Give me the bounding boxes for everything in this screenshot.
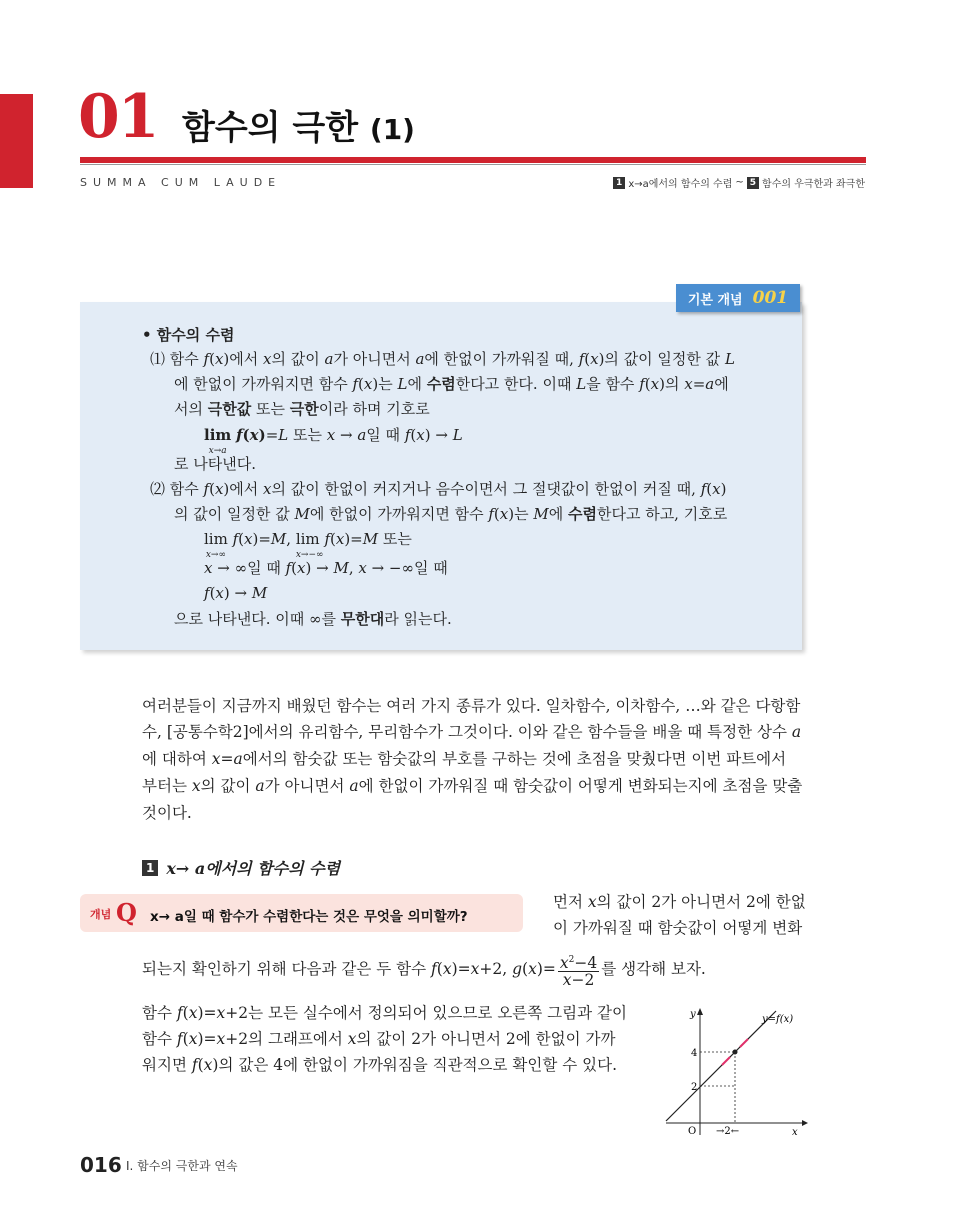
y-tick-4: 4: [691, 1048, 698, 1059]
concept-line: 에 한없이 가까워지면 함수 f(x)는 L에 수렴한다고 한다. 이때 L을 함수 f(x)의 x=a에: [174, 375, 729, 393]
section-heading: [142, 856, 340, 879]
concept-tag-label: 기본 개념: [687, 292, 743, 308]
concept-heading: • 함수의 수렴: [142, 326, 235, 344]
body-line: 여러분들이 지금까지 배웠던 함수는 여러 가지 종류가 있다. 일차함수, 이차함수, …와 같은 다항함: [142, 697, 801, 715]
range-separator: ~: [735, 177, 744, 188]
concept-line: 서의 극한값 또는 극한이라 하며 기호로: [174, 400, 430, 418]
function-line: [666, 1011, 776, 1121]
section-number-badge: 1: [142, 860, 158, 876]
concept-line: ⑵ 함수 f(x)에서 x의 값이 한없이 커지거나 음수이면서 그 절댓값이 한없이 커질 때, f(x): [150, 480, 727, 498]
range-start-badge: 1: [613, 177, 625, 189]
concept-formula: lim x→a f(x)=L 또는 x → a일 때 f(x) → L: [204, 426, 463, 456]
body-line: 에 대하여 x=a에서의 함숫값 또는 함숫값의 부호를 구하는 것에 초점을 맞췄다면 이번 파트에서: [142, 750, 787, 768]
header-rule-thin: [80, 164, 866, 165]
section-range: [613, 175, 865, 190]
question-text: x→ a일 때 함수가 수렴한다는 것은 무엇을 의미할까?: [150, 909, 468, 925]
chapter-part: (1): [369, 113, 415, 146]
chapter-color-tab: [0, 94, 33, 188]
function-graph: [660, 1005, 810, 1140]
header-rule: [80, 157, 866, 163]
concept-formula: lim x→∞ f(x)=M, lim x→−∞ f(x)=M 또는: [204, 530, 412, 560]
concept-formula: f(x) → M: [204, 584, 268, 602]
question-letter: Q: [116, 898, 137, 927]
x-axis-label: x: [792, 1127, 798, 1138]
body-line: 부터는 x의 값이 a가 아니면서 a에 한없이 가까워질 때 함숫값이 어떻게 변화되는지에 초점을 맞출: [142, 777, 803, 795]
limit-point: [733, 1050, 738, 1055]
concept-line: 의 값이 일정한 값 M에 한없이 가까워지면 함수 f(x)는 M에 수렴한다고 하고, 기호로: [174, 505, 728, 523]
chapter-title-text: 함수의 극한: [182, 108, 359, 148]
body-line: 되는지 확인하기 위해 다음과 같은 두 함수 f(x)=x+2, g(x)= $\frac{x^2-4}{x-2}$ 를 생각해 보자.: [142, 952, 706, 988]
page-number: 016: [80, 1153, 122, 1177]
function-label: y=f(x): [762, 1014, 794, 1025]
concept-line: 으로 나타낸다. 이때 ∞를 무한대라 읽는다.: [174, 610, 452, 628]
body-line: 함수 f(x)=x+2의 그래프에서 x의 값이 2가 아니면서 2에 한없이 가까: [142, 1030, 616, 1048]
body-line: 것이다.: [142, 804, 192, 822]
range-end-text: 함수의 우극한과 좌극한: [762, 179, 865, 190]
chapter-title: [182, 100, 415, 149]
y-axis-arrow: [697, 1008, 703, 1015]
x-tick-2: →2←: [716, 1126, 740, 1137]
approach-right: [740, 1039, 748, 1047]
question-label: 개념: [90, 908, 112, 921]
y-tick-2: 2: [691, 1082, 698, 1093]
concept-line: 로 나타낸다.: [174, 455, 256, 473]
question-box: [80, 894, 523, 932]
concept-tag: [676, 284, 800, 312]
approach-left: [722, 1057, 730, 1065]
chapter-number: 01: [78, 82, 158, 152]
section-title: x→ a에서의 함수의 수렴: [166, 859, 341, 878]
x-axis-arrow: [802, 1120, 808, 1126]
origin-label: O: [688, 1126, 697, 1137]
body-line: 워지면 f(x)의 값은 4에 한없이 가까워짐을 직관적으로 확인할 수 있다.: [142, 1056, 618, 1074]
body-line: 함수 f(x)=x+2는 모든 실수에서 정의되어 있으므로 오른쪽 그림과 같이: [142, 1004, 627, 1022]
concept-tag-code: 001: [752, 288, 789, 308]
footer-chapter: Ⅰ. 함수의 극한과 연속: [126, 1159, 238, 1173]
brand-text: SUMMA CUM LAUDE: [80, 176, 282, 189]
range-end-badge: 5: [747, 177, 759, 189]
range-start-text: x→a에서의 함수의 수렴: [628, 179, 733, 190]
body-line: 수, [공통수학2]에서의 유리함수, 무리함수가 그것이다. 이와 같은 함수들을 배울 때 특정한 상수 a: [142, 723, 802, 741]
body-line: 이 가까워질 때 함숫값이 어떻게 변화: [553, 919, 803, 937]
y-axis-label: y: [690, 1009, 696, 1020]
concept-line: ⑴ 함수 f(x)에서 x의 값이 a가 아니면서 a에 한없이 가까워질 때, f(x)의 값이 일정한 값 L: [150, 350, 735, 368]
body-line: 먼저 x의 값이 2가 아니면서 2에 한없: [553, 893, 806, 911]
concept-formula: x → ∞일 때 f(x) → M, x → −∞일 때: [204, 559, 448, 577]
